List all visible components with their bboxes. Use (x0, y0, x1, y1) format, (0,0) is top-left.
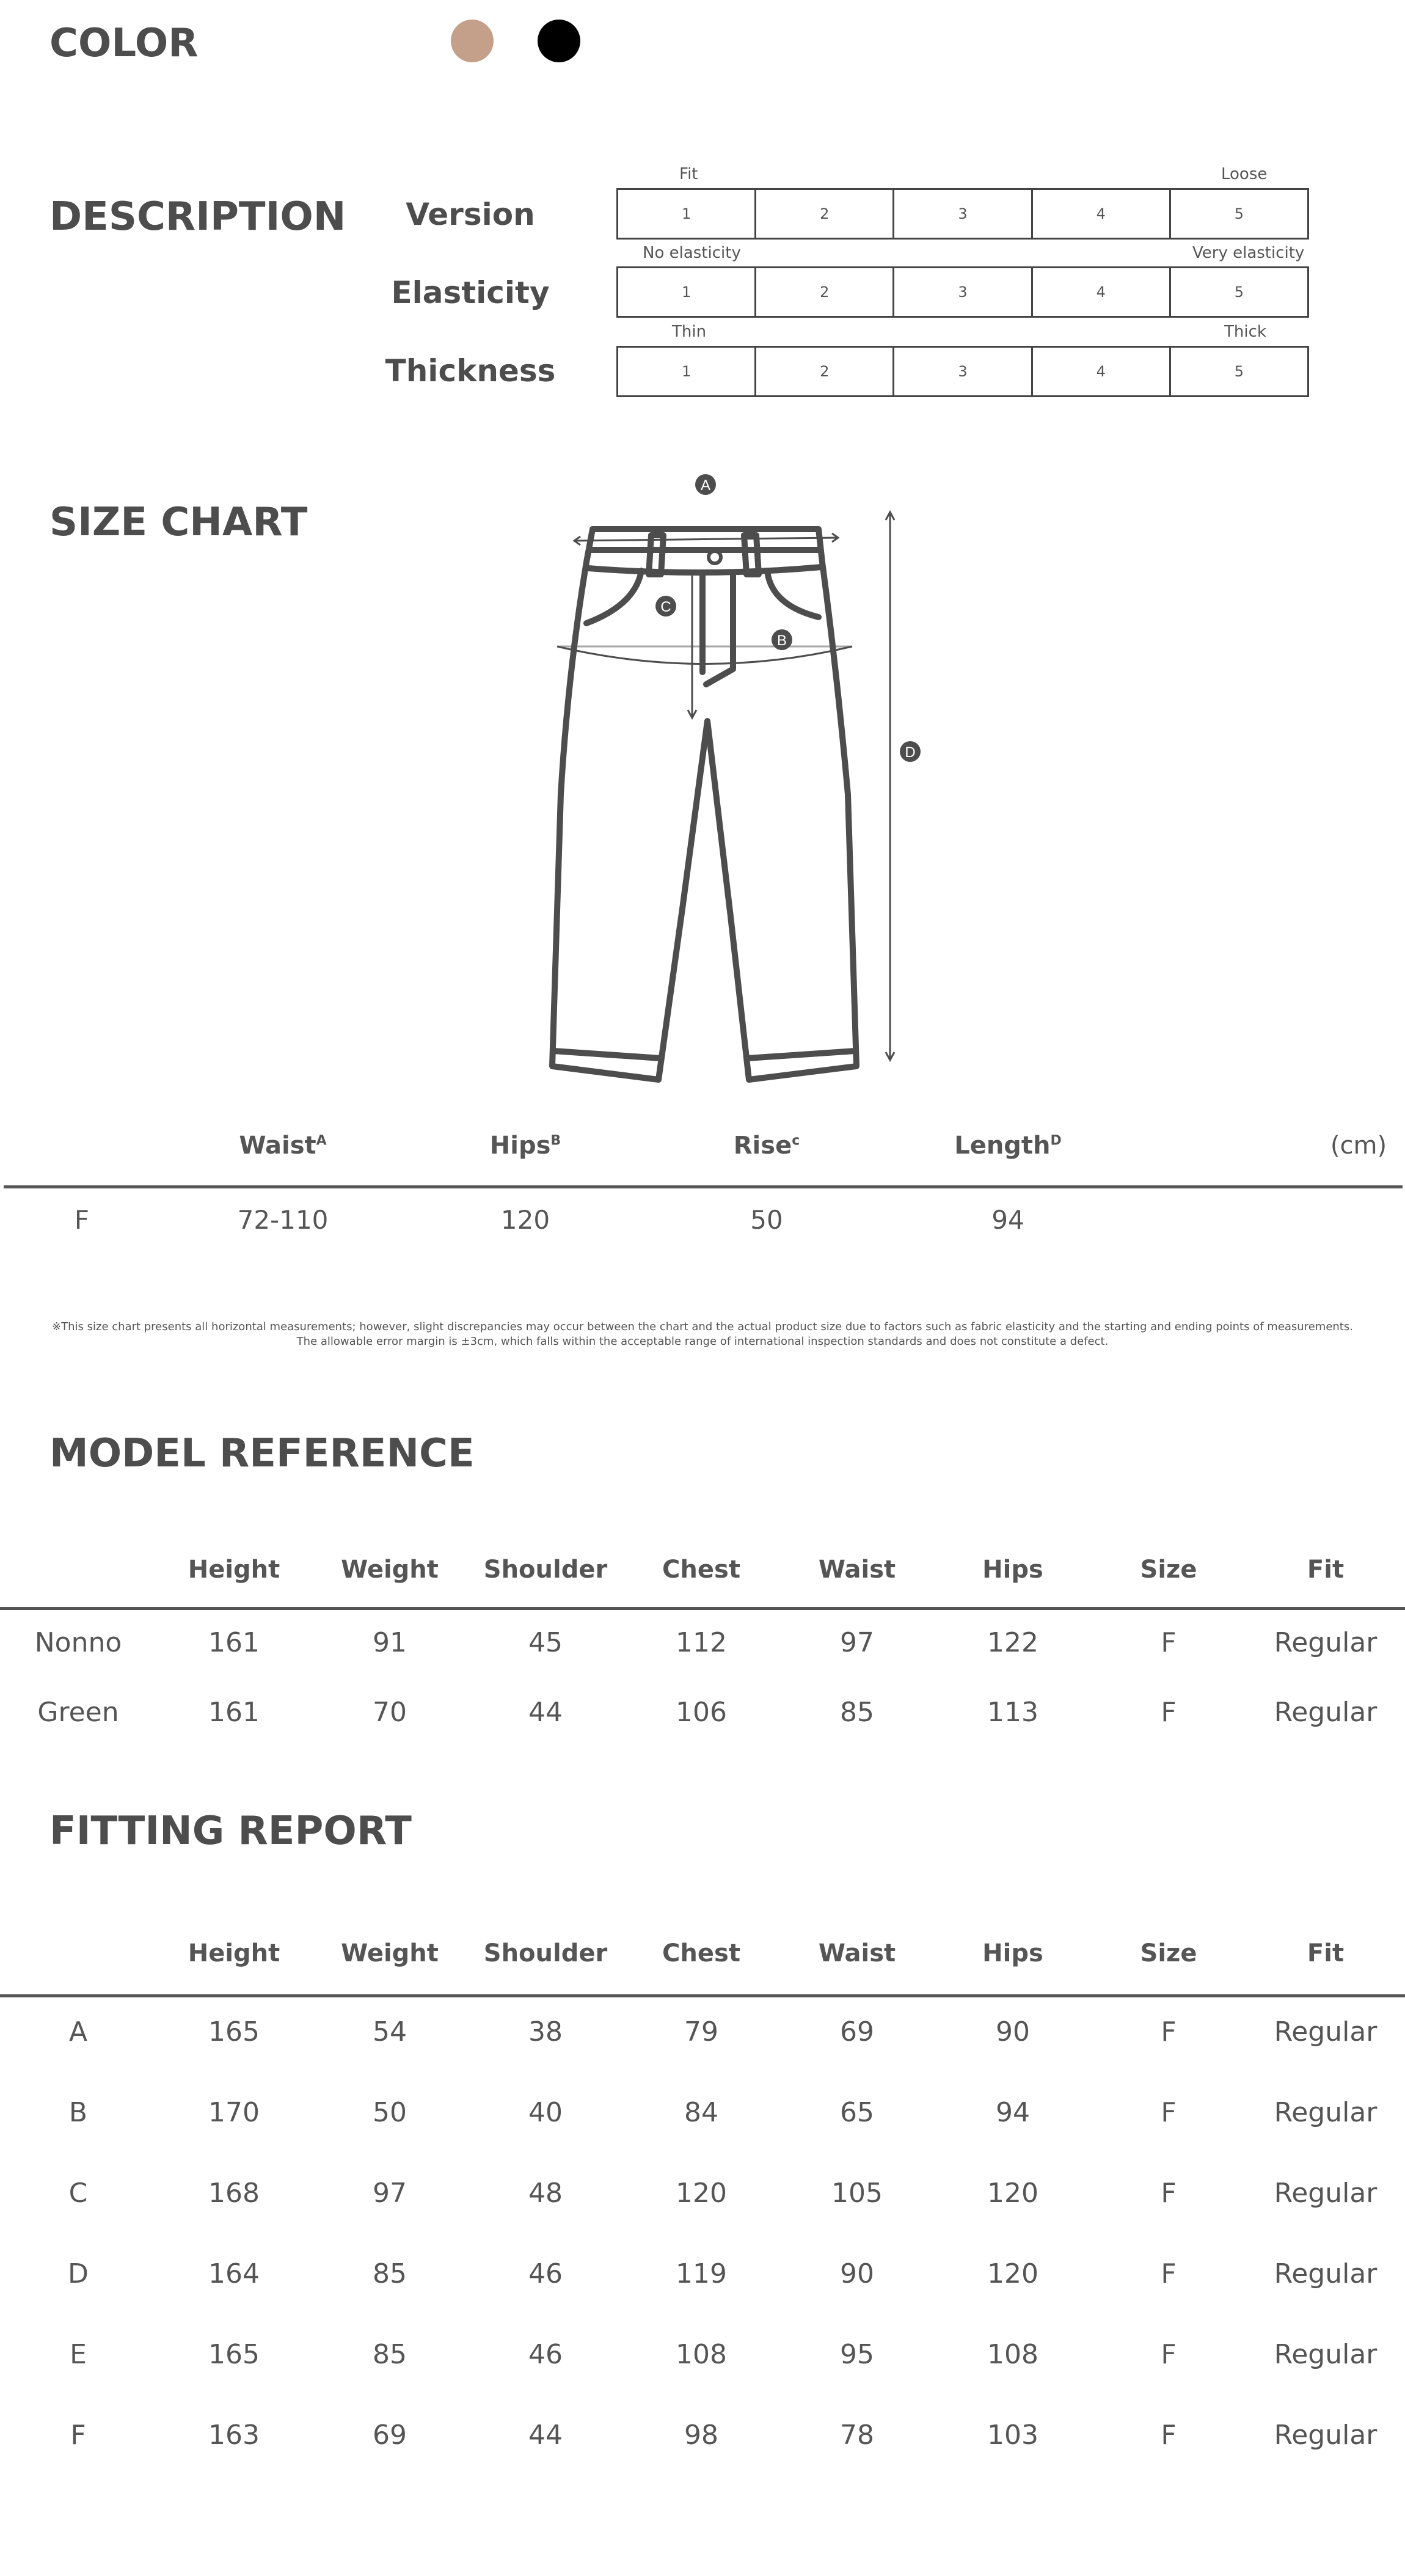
marker-a-icon (695, 474, 716, 495)
fitting-report-section-title: FITTING REPORT (49, 1809, 412, 1854)
pocket-right (767, 571, 819, 617)
fitting-cell: Regular (1274, 2097, 1378, 2128)
pants-button (709, 551, 721, 563)
scale-cell: 3 (894, 348, 1032, 395)
scale-cell: 1 (618, 268, 756, 316)
fitting-header-hips: Hips (982, 1939, 1043, 1967)
model-cell: 85 (840, 1697, 874, 1728)
thickness-label: Thickness (385, 353, 556, 389)
model-cell: 70 (373, 1697, 407, 1728)
size-table-rule (4, 1185, 1403, 1188)
marker-c-label: C (660, 599, 671, 615)
scale-cell: 3 (894, 268, 1032, 316)
scale-cell: 4 (1033, 268, 1171, 316)
fitting-cell: 105 (831, 2178, 883, 2209)
model-cell: F (1161, 1697, 1177, 1728)
model-cell: 97 (840, 1627, 874, 1658)
scale-cell: 5 (1234, 205, 1244, 222)
elasticity-label: Elasticity (391, 275, 550, 310)
model-header-shoulder: Shoulder (483, 1556, 608, 1584)
size-col-length: Length$^D$ (954, 1132, 1062, 1160)
fitting-cell: 170 (208, 2097, 260, 2128)
fitting-cell: 108 (676, 2339, 727, 2370)
fitting-cell: 103 (987, 2420, 1038, 2451)
color-section-title: COLOR (49, 21, 199, 66)
fitting-cell: 78 (840, 2420, 874, 2451)
scale-cell: 3 (894, 190, 1032, 238)
fitting-cell: 38 (528, 2016, 563, 2047)
marker-c-icon (655, 596, 676, 617)
fitting-cell: 95 (840, 2339, 874, 2370)
fitting-cell: 164 (208, 2258, 260, 2289)
scale-cell: 4 (1033, 190, 1171, 238)
fitting-cell: 54 (373, 2016, 407, 2047)
size-value-waist: 72-110 (237, 1205, 329, 1235)
fitting-cell: 97 (373, 2178, 407, 2209)
model-header-height: Height (188, 1556, 280, 1584)
fitting-cell: 46 (528, 2339, 563, 2370)
model-header-hips: Hips (982, 1556, 1043, 1584)
pocket-left (586, 571, 641, 623)
fitting-cell: Regular (1274, 2420, 1378, 2451)
fitting-cell: 165 (208, 2016, 260, 2047)
size-value-hips: 120 (500, 1205, 550, 1235)
fitting-cell: 84 (684, 2097, 718, 2128)
model-cell: F (1161, 1627, 1177, 1658)
model-cell: 161 (208, 1697, 260, 1728)
description-section-title: DESCRIPTION (49, 194, 346, 240)
fitting-cell: 163 (208, 2420, 260, 2451)
size-col-hips: Hips$^B$ (489, 1132, 561, 1160)
fitting-cell: 168 (208, 2178, 260, 2209)
fitting-cell: E (70, 2339, 87, 2370)
fitting-cell: 40 (528, 2097, 563, 2128)
fitting-cell: 119 (676, 2258, 727, 2289)
size-chart-note: ※This size chart presents all horizontal measurements; however, slight discrepancies may occur between the chart and the actual product size due to factors such as fabric elasticity and the starting and ending points of measurements. The allowable error margin is ±3cm, which falls within the acceptable range of international inspection standards and does not constitute a defect. (52, 1320, 1353, 1348)
thickness-high-caption: Thick (1224, 323, 1266, 341)
fitting-cell: 79 (684, 2016, 718, 2047)
fitting-cell: 69 (373, 2420, 407, 2451)
pants-diagram (0, 0, 1405, 1112)
size-col-waist: Waist$^A$ (239, 1132, 327, 1160)
belt-loop-left (649, 535, 663, 574)
fitting-header-size: Size (1140, 1939, 1197, 1967)
fitting-cell: 46 (528, 2258, 563, 2289)
fitting-header-height: Height (188, 1939, 280, 1967)
scale-cell: 5 (1234, 363, 1244, 380)
model-header-size: Size (1140, 1556, 1197, 1584)
pants-fly (702, 574, 733, 684)
fitting-header-chest: Chest (662, 1939, 740, 1967)
fitting-cell: 44 (528, 2420, 563, 2451)
fitting-cell: D (68, 2258, 89, 2289)
model-cell: 113 (987, 1697, 1038, 1728)
fitting-cell: 50 (373, 2097, 407, 2128)
fitting-cell: 65 (840, 2097, 874, 2128)
model-cell: 91 (373, 1627, 407, 1658)
fitting-cell: F (70, 2420, 86, 2451)
fitting-cell: F (1161, 2339, 1177, 2370)
version-high-caption: Loose (1221, 165, 1268, 183)
fitting-header-fit: Fit (1307, 1939, 1345, 1967)
cuff-right (748, 1051, 855, 1058)
model-cell: 161 (208, 1627, 260, 1658)
waist-measure-line (574, 538, 838, 541)
size-value-length: 94 (991, 1205, 1024, 1235)
fitting-cell: F (1161, 2178, 1177, 2209)
model-header-weight: Weight (341, 1556, 439, 1584)
model-cell: 112 (676, 1627, 727, 1658)
pants-waistband (588, 550, 822, 573)
model-cell: Nonno (34, 1627, 122, 1658)
model-cell: Regular (1274, 1697, 1378, 1728)
fitting-cell: C (68, 2178, 88, 2209)
fitting-cell: 165 (208, 2339, 260, 2370)
fitting-header-weight: Weight (341, 1939, 439, 1967)
model-cell: Green (37, 1697, 119, 1728)
scale-cell: 2 (756, 268, 894, 316)
fitting-cell: F (1161, 2258, 1177, 2289)
scale-cell: 2 (756, 190, 894, 238)
scale-cell: 5 (1234, 284, 1244, 301)
fitting-cell: F (1161, 2420, 1177, 2451)
size-col-rise: Rise$^c$ (733, 1132, 800, 1160)
fitting-cell: 108 (987, 2339, 1038, 2370)
model-cell: 122 (987, 1627, 1038, 1658)
fitting-cell: 48 (528, 2178, 563, 2209)
fitting-cell: Regular (1274, 2016, 1378, 2047)
fitting-cell: 85 (373, 2339, 407, 2370)
scale-cell: 1 (618, 348, 756, 395)
thickness-low-caption: Thin (672, 323, 707, 341)
size-value-rise: 50 (750, 1205, 783, 1235)
fitting-table-rule (0, 1994, 1405, 1997)
fitting-cell: 85 (373, 2258, 407, 2289)
fitting-cell: 120 (987, 2258, 1038, 2289)
model-header-waist: Waist (818, 1556, 896, 1584)
version-low-caption: Fit (679, 165, 698, 183)
model-reference-section-title: MODEL REFERENCE (49, 1431, 475, 1476)
marker-a-label: A (700, 477, 711, 494)
elasticity-low-caption: No elasticity (643, 244, 741, 262)
model-header-chest: Chest (662, 1556, 740, 1584)
fitting-cell: 69 (840, 2016, 874, 2047)
model-cell: Regular (1274, 1627, 1378, 1658)
fitting-cell: 90 (840, 2258, 874, 2289)
marker-d-icon (900, 741, 921, 762)
size-unit-label: (cm) (1330, 1132, 1387, 1160)
version-label: Version (406, 197, 535, 232)
fitting-header-shoulder: Shoulder (483, 1939, 608, 1967)
fitting-cell: 98 (684, 2420, 718, 2451)
marker-d-label: D (905, 744, 916, 761)
fitting-cell: Regular (1274, 2178, 1378, 2209)
fitting-cell: A (68, 2016, 88, 2047)
model-cell: 44 (528, 1697, 563, 1728)
fitting-cell: 120 (676, 2178, 727, 2209)
model-cell: 45 (528, 1627, 563, 1658)
model-cell: 106 (676, 1697, 727, 1728)
elasticity-high-caption: Very elasticity (1192, 244, 1305, 262)
model-table-rule (0, 1607, 1405, 1610)
fitting-cell: 120 (987, 2178, 1038, 2209)
fitting-cell: Regular (1274, 2339, 1378, 2370)
cuff-left (553, 1051, 661, 1058)
fitting-cell: B (68, 2097, 88, 2128)
marker-b-icon (772, 629, 792, 650)
fitting-cell: Regular (1274, 2258, 1378, 2289)
size-row-label: F (74, 1205, 90, 1235)
scale-cell: 4 (1033, 348, 1171, 395)
fitting-cell: 90 (996, 2016, 1030, 2047)
fitting-header-waist: Waist (818, 1939, 896, 1967)
marker-b-label: B (776, 632, 787, 649)
scale-cell: 1 (618, 190, 756, 238)
scale-cell: 2 (756, 348, 894, 395)
fitting-cell: F (1161, 2016, 1177, 2047)
fitting-cell: F (1161, 2097, 1177, 2128)
model-header-fit: Fit (1307, 1556, 1345, 1584)
size-chart-section-title: SIZE CHART (49, 500, 308, 545)
fitting-cell: 94 (996, 2097, 1030, 2128)
